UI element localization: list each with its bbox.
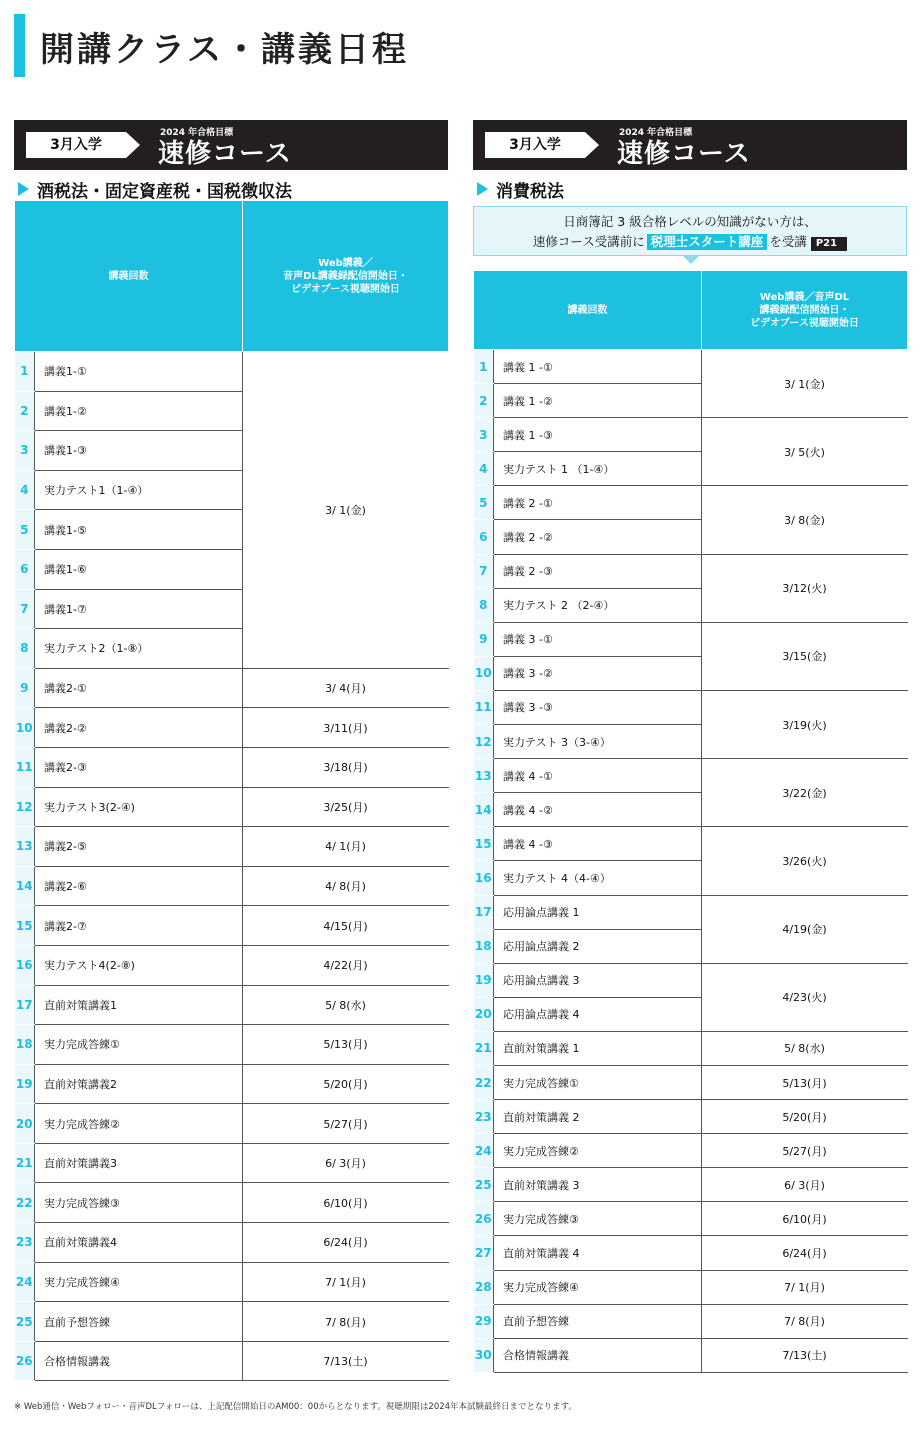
lecture-name: 講義 3 -② [494,656,702,690]
table-row [15,1025,449,1065]
triangle-icon [18,182,29,196]
row-number: 5 [474,486,494,520]
row-number: 13 [15,827,35,867]
row-number: 21 [15,1143,35,1183]
start-date: 4/22(月) [243,945,449,985]
lecture-name: 実力完成答練④ [494,1270,702,1304]
start-date: 3/11(月) [243,708,449,748]
row-number: 1 [474,350,494,384]
row-number: 19 [474,963,494,997]
row-number: 7 [15,589,35,629]
lecture-name: 応用論点講義 2 [494,929,702,963]
row-number: 2 [474,384,494,418]
course-header [14,120,448,170]
row-number: 21 [474,1031,494,1065]
lecture-name: 講義 3 -① [494,622,702,656]
row-number: 22 [474,1065,494,1099]
merged-start-date: 3/ 1(金) [243,352,449,669]
lecture-name: 実力テスト 1 （1-④） [494,452,702,486]
page-ref-tag[interactable]: P21 [811,237,847,251]
badge-arrow-icon [585,132,599,158]
row-number: 9 [15,668,35,708]
start-date: 3/25(月) [243,787,449,827]
lecture-name: 直前対策講義 2 [494,1100,702,1134]
paired-start-date: 3/12(火) [702,554,908,622]
lecture-name: 講義2-⑤ [35,827,243,867]
note-post: を受講 [769,234,807,249]
row-number: 17 [474,895,494,929]
start-date: 5/27(月) [243,1104,449,1144]
lecture-name: 実力テスト1（1-④） [35,470,243,510]
course-name: 速修コース [617,139,751,169]
lecture-name: 実力完成答練① [494,1065,702,1099]
start-date: 6/10(月) [702,1202,908,1236]
table-row [15,1341,449,1381]
row-number: 3 [474,418,494,452]
table-row [474,827,908,861]
row-number: 17 [15,985,35,1025]
table-row [474,963,908,997]
lecture-name: 講義2-② [35,708,243,748]
lecture-name: 実力テスト 3（3-④） [494,725,702,759]
table-row [15,1183,449,1223]
table-row [474,350,908,384]
lecture-name: 講義 3 -③ [494,690,702,724]
row-number: 16 [474,861,494,895]
start-date: 5/13(月) [243,1025,449,1065]
lecture-name: 直前対策講義4 [35,1223,243,1263]
table-row [15,708,449,748]
row-number: 12 [15,787,35,827]
start-date: 6/ 3(月) [702,1168,908,1202]
table-row [474,554,908,588]
paired-start-date: 3/15(金) [702,622,908,690]
row-number: 15 [474,827,494,861]
lecture-name: 講義 4 -① [494,759,702,793]
lecture-name: 講義 1 -① [494,350,702,384]
row-number: 24 [474,1134,494,1168]
start-date: 5/20(月) [702,1100,908,1134]
paired-start-date: 3/ 8(金) [702,486,908,554]
row-number: 23 [15,1223,35,1263]
paired-start-date: 4/23(火) [702,963,908,1031]
start-date: 7/ 8(月) [702,1304,908,1338]
table-row [15,747,449,787]
date-column-header: Web講義／ 音声DL講義録配信開始日・ ビデオブース視聴開始日 [243,201,449,352]
enrollment-badge: 3月入学 [26,132,126,158]
table-row [474,759,908,793]
row-number: 20 [474,997,494,1031]
lecture-name: 実力テスト2（1-⑧） [35,629,243,669]
lecture-name: 講義1-① [35,352,243,392]
table-row [474,895,908,929]
table-row [15,787,449,827]
start-date: 5/ 8(水) [243,985,449,1025]
lecture-name: 応用論点講義 1 [494,895,702,929]
table-row [15,827,449,867]
lecture-name: 応用論点講義 3 [494,963,702,997]
lecture-name: 実力テスト4(2-⑧) [35,945,243,985]
row-number: 30 [474,1338,494,1372]
section-title [14,178,448,200]
lecture-name: 直前予想答練 [35,1302,243,1342]
row-number: 8 [474,588,494,622]
start-date: 6/ 3(月) [243,1143,449,1183]
lecture-name: 講義 2 -① [494,486,702,520]
table-row [15,1302,449,1342]
lecture-name: 講義1-② [35,391,243,431]
lecture-name: 講義 2 -③ [494,554,702,588]
lecture-name: 直前対策講義 1 [494,1031,702,1065]
table-row [15,1064,449,1104]
left-course-column [14,120,448,1381]
lecture-name: 実力テスト3(2-④) [35,787,243,827]
lecture-column-header: 講義回数 [15,201,243,352]
table-row [474,1338,908,1372]
table-row [474,622,908,656]
row-number: 29 [474,1304,494,1338]
lecture-name: 講義2-⑥ [35,866,243,906]
lecture-name: 直前対策講義1 [35,985,243,1025]
lecture-name: 直前予想答練 [494,1304,702,1338]
table-row [15,352,449,392]
table-row [474,486,908,520]
table-row [474,1031,908,1065]
paired-start-date: 3/ 1(金) [702,350,908,418]
row-number: 4 [474,452,494,486]
row-number: 20 [15,1104,35,1144]
course-header [473,120,907,170]
lecture-name: 講義1-⑦ [35,589,243,629]
lecture-name: 実力完成答練② [494,1134,702,1168]
start-date: 5/ 8(水) [702,1031,908,1065]
enrollment-badge: 3月入学 [485,132,585,158]
paired-start-date: 4/19(金) [702,895,908,963]
table-row [15,1143,449,1183]
start-date: 4/15(月) [243,906,449,946]
table-body [474,350,908,1373]
row-number: 2 [15,391,35,431]
start-date: 5/20(月) [243,1064,449,1104]
row-number: 4 [15,470,35,510]
lecture-name: 講義2-① [35,668,243,708]
target-year: 2024 年合格目標 [619,128,693,138]
page-title: 開講クラス・講義日程 [40,30,409,70]
table-row [474,1304,908,1338]
row-number: 11 [15,747,35,787]
badge-arrow-icon [126,132,140,158]
row-number: 13 [474,759,494,793]
start-date: 3/ 4(月) [243,668,449,708]
right-course-column [473,120,907,1373]
note-line-2 [474,232,906,252]
paired-start-date: 3/22(金) [702,759,908,827]
lecture-name: 直前対策講義 3 [494,1168,702,1202]
row-number: 5 [15,510,35,550]
table-row [474,1134,908,1168]
start-date: 5/27(月) [702,1134,908,1168]
row-number: 19 [15,1064,35,1104]
row-number: 23 [474,1100,494,1134]
row-number: 9 [474,622,494,656]
lecture-name: 実力テスト 4（4-④） [494,861,702,895]
start-date: 7/ 1(月) [702,1270,908,1304]
lecture-name: 応用論点講義 4 [494,997,702,1031]
row-number: 28 [474,1270,494,1304]
lecture-name: 実力完成答練① [35,1025,243,1065]
lecture-name: 直前対策講義2 [35,1064,243,1104]
lecture-name: 実力完成答練③ [494,1202,702,1236]
row-number: 18 [474,929,494,963]
table-row [474,418,908,452]
schedule-table [14,200,449,1381]
row-number: 14 [15,866,35,906]
schedule-table [473,270,908,1373]
lecture-name: 講義1-③ [35,431,243,471]
row-number: 27 [474,1236,494,1270]
row-number: 1 [15,352,35,392]
date-column-header: Web講義／音声DL 講義録配信開始日・ ビデオブース視聴開始日 [702,271,908,350]
table-row [15,1104,449,1144]
note-line-1: 日商簿記 3 級合格レベルの知識がない方は、 [563,214,817,229]
lecture-name: 講義2-③ [35,747,243,787]
row-number: 6 [15,549,35,589]
row-number: 3 [15,431,35,471]
table-row [15,866,449,906]
row-number: 26 [15,1341,35,1381]
table-row [474,1236,908,1270]
lecture-name: 合格情報講義 [494,1338,702,1372]
table-row [15,985,449,1025]
start-date: 6/10(月) [243,1183,449,1223]
course-name: 速修コース [158,139,292,169]
table-row [474,1202,908,1236]
row-number: 24 [15,1262,35,1302]
target-year: 2024 年合格目標 [160,128,234,138]
table-row [15,1223,449,1263]
table-row [15,906,449,946]
row-number: 22 [15,1183,35,1223]
table-row [474,1100,908,1134]
start-date: 7/13(土) [702,1338,908,1372]
lecture-name: 講義 4 -② [494,793,702,827]
lecture-name: 講義1-⑤ [35,510,243,550]
paired-start-date: 3/19(火) [702,690,908,758]
footnote: ※ Web通信・Webフォロー・音声DLフォローは、上記配信開始日のAM00：00からとなります。視聴期限は2024年本試験最終日までとなります。 [14,1402,577,1412]
paired-start-date: 3/ 5(火) [702,418,908,486]
section-title-text: 酒税法・固定資産税・国税徴収法 [37,181,292,202]
table-row [474,1065,908,1099]
table-row [15,945,449,985]
table-body [15,352,449,1381]
table-header-row [15,201,449,352]
row-number: 10 [474,656,494,690]
row-number: 10 [15,708,35,748]
row-number: 6 [474,520,494,554]
section-title [473,178,907,200]
triangle-icon [477,182,488,196]
table-row [474,690,908,724]
lecture-name: 講義 4 -③ [494,827,702,861]
lecture-name: 直前対策講義 4 [494,1236,702,1270]
row-number: 12 [474,725,494,759]
row-number: 16 [15,945,35,985]
row-number: 7 [474,554,494,588]
table-header-row [474,271,908,350]
prerequisite-note [473,206,907,256]
table-row [474,1270,908,1304]
start-date: 7/ 8(月) [243,1302,449,1342]
lecture-name: 講義2-⑦ [35,906,243,946]
start-date: 7/ 1(月) [243,1262,449,1302]
lecture-name: 講義 1 -② [494,384,702,418]
section-title-text: 消費税法 [496,181,564,202]
start-date: 5/13(月) [702,1065,908,1099]
start-course-chip[interactable]: 税理士スタート講座 [647,234,768,250]
row-number: 26 [474,1202,494,1236]
lecture-name: 直前対策講義3 [35,1143,243,1183]
row-number: 25 [15,1302,35,1342]
start-date: 6/24(月) [243,1223,449,1263]
lecture-name: 実力完成答練③ [35,1183,243,1223]
start-date: 3/18(月) [243,747,449,787]
row-number: 18 [15,1025,35,1065]
table-row [15,668,449,708]
lecture-name: 実力完成答練② [35,1104,243,1144]
lecture-name: 実力テスト 2 （2-④） [494,588,702,622]
lecture-name: 講義1-⑥ [35,549,243,589]
row-number: 14 [474,793,494,827]
table-row [474,1168,908,1202]
lecture-name: 講義 1 -③ [494,418,702,452]
lecture-column-header: 講義回数 [474,271,702,350]
note-pre: 速修コース受講前に [532,234,645,249]
row-number: 15 [15,906,35,946]
start-date: 4/ 8(月) [243,866,449,906]
start-date: 7/13(土) [243,1341,449,1381]
page-title-bar [14,14,25,77]
row-number: 8 [15,629,35,669]
start-date: 4/ 1(月) [243,827,449,867]
lecture-name: 実力完成答練④ [35,1262,243,1302]
start-date: 6/24(月) [702,1236,908,1270]
lecture-name: 合格情報講義 [35,1341,243,1381]
lecture-name: 講義 2 -② [494,520,702,554]
table-row [15,1262,449,1302]
row-number: 11 [474,690,494,724]
paired-start-date: 3/26(火) [702,827,908,895]
row-number: 25 [474,1168,494,1202]
